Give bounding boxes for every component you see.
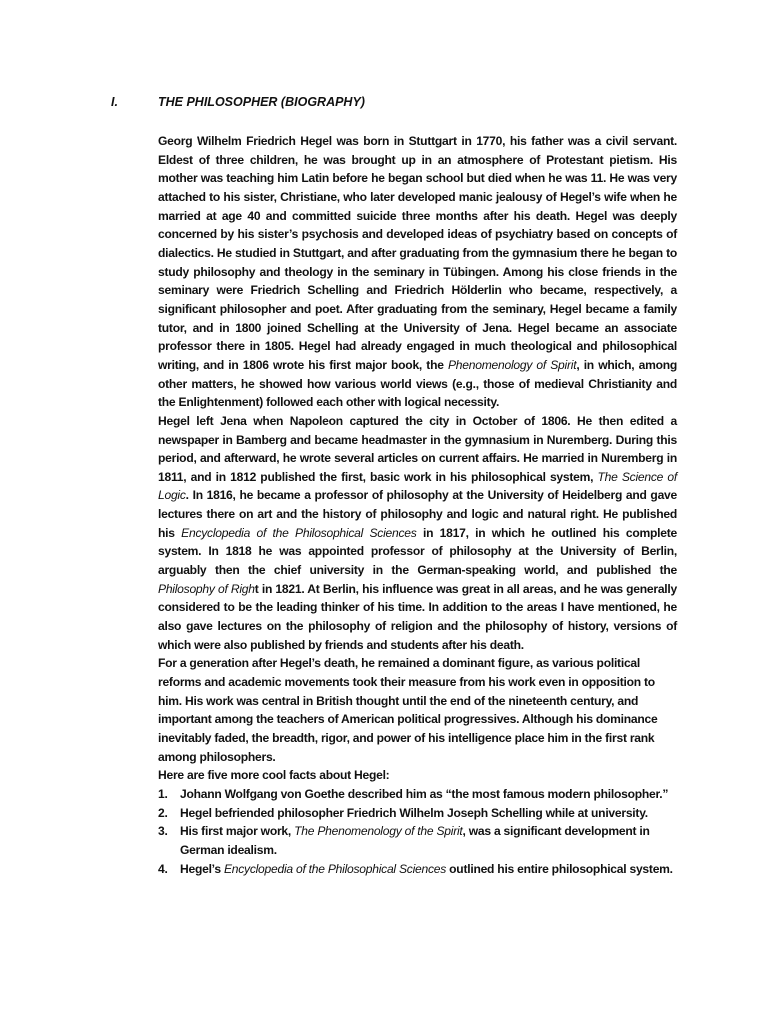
list-item-text — [180, 824, 650, 857]
list-item-text: Hegel befriended philosopher Friedrich Wilhelm Joseph Schelling while at university. — [180, 805, 648, 820]
text-run: , in which, among other matters, he showed how various world views (e.g., those of medieval Christianity and the Enlightenment) followed each other with logical necessity. — [158, 357, 677, 410]
facts-list — [158, 785, 677, 878]
facts-intro: Here are five more cool facts about Hegel: — [158, 768, 390, 783]
paragraph-career — [158, 412, 677, 655]
book-title: Philosophy of Righ — [158, 581, 255, 596]
text-run: t in 1821. At Berlin, his influence was great in all areas, and he was generally considered to be the leading thinker of his time. In addition to the areas I have mentioned, he also gave lectures on the philosophy of religion and the philosophy of history, versions of which were also published by friends and students after his death. — [158, 581, 678, 652]
list-number: 3. — [158, 824, 168, 839]
book-title: Encyclopedia of the Philosophical Sciences — [223, 861, 447, 876]
text-run: . In 1816, he became a professor of philosophy at the University of Heidelberg and gave lectures there on art and the history of philosophy and logic and natural right. He published his — [158, 488, 677, 540]
book-title: Encyclopedia of the Philosophical Sciences — [181, 525, 417, 540]
text-run: Hegel’s — [180, 861, 224, 876]
book-title: The Science of Logic — [158, 469, 677, 503]
book-title: The Phenomenology of the Spirit — [294, 824, 463, 839]
list-item — [158, 860, 677, 879]
list-item-text: Johann Wolfgang von Goethe described him as “the most famous modern philosopher.” — [180, 786, 669, 801]
list-number: 1. — [158, 786, 168, 801]
list-number: 4. — [158, 861, 168, 876]
paragraph-legacy: For a generation after Hegel’s death, he remained a dominant figure, as various political reforms and academic movements took their measure from his work even in opposition to him. His work was central in British thought until the end of the nineteenth century, and important among the teachers of American political progressives. Although his dominance inevitably faded, the breadth, rigor, and power of his intelligence place him in the first rank among philosophers. — [158, 656, 658, 764]
text-run: , was a significant development in German idealism. — [180, 824, 650, 857]
list-number: 2. — [158, 805, 168, 820]
book-title: Phenomenology of Spirit — [447, 357, 577, 372]
list-item-text — [180, 862, 673, 876]
text-run: His first major work, — [180, 824, 295, 839]
list-item — [158, 822, 677, 859]
section-number: I. — [111, 95, 118, 109]
text-run: in 1817, in which he outlined his complete system. In 1818 he was appointed professor of philosophy at the University of Berlin, arguably then the chief university in the German-speaking world, and published the — [158, 525, 677, 578]
list-item — [158, 785, 677, 804]
document-body — [158, 132, 677, 878]
text-run: Georg Wilhelm Friedrich Hegel was born in Stuttgart in 1770, his father was a civil servant. Eldest of three children, he was brought up in an atmosphere of Protestant pietism. His mother was teaching him Latin before he began school but died when he was 11. He was very attached to his sister, Christiane, who later developed manic jealousy of Hegel’s wife when he married at age 40 and committed suicide three months after his death. Hegel was deeply concerned by his sister’s psychosis and developed ideas of psychiatry based on concepts of dialectics. He studied in Stuttgart, and after graduating from the gymnasium there he began to study philosophy and theology in the seminary in Tübingen. Among his close friends in the seminary were Friedrich Schelling and Friedrich Hölderlin who became, respectively, a significant philosopher and poet. After graduating from the seminary, Hegel became a family tutor, and in 1800 joined Schelling at the University of Jena. Hegel became an associate professor there in 1805. Hegel had already engaged in much theological and philosophical writing, and in 1806 wrote his first major book, the — [158, 134, 677, 372]
section-title: THE PHILOSOPHER (BIOGRAPHY) — [158, 95, 365, 109]
text-run: Hegel left Jena when Napoleon captured the city in October of 1806. He then edited a newspaper in Bamberg and became headmaster in the gymnasium in Nuremberg. During this period, and afterward, he wrote several articles on current affairs. He married in Nuremberg in 1811, and in 1812 published the first, basic work in his philosophical system, — [158, 413, 677, 484]
paragraph-early-life — [158, 132, 677, 412]
list-item — [158, 804, 677, 823]
text-run: outlined his entire philosophical system. — [446, 861, 673, 876]
